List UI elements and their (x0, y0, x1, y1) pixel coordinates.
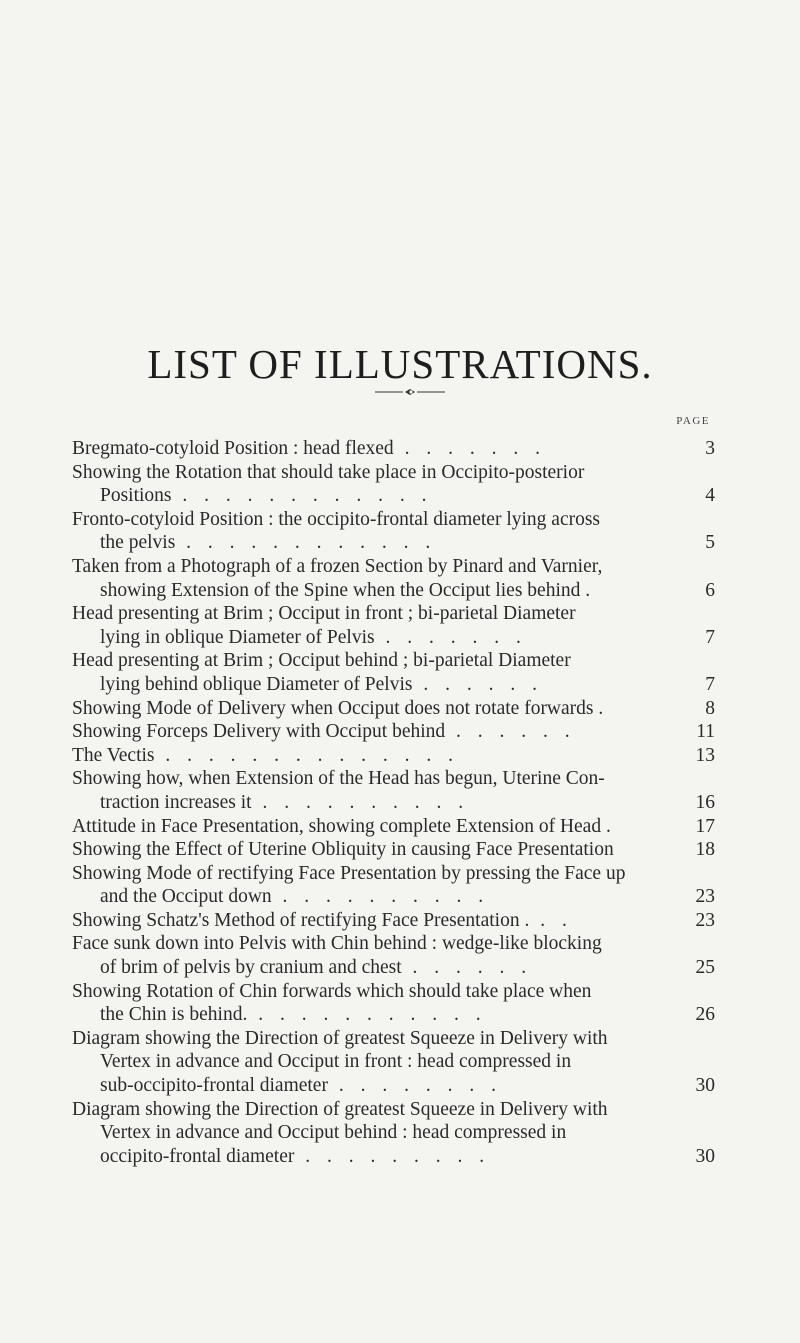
ornament-divider (375, 388, 445, 396)
entry-title-line: Showing the Effect of Uterine Obliquity in causing Face Presentation (72, 839, 614, 861)
dot-leader: . . . . . . (401, 957, 533, 979)
toc-entry (72, 602, 715, 649)
entry-title-line: Diagram showing the Direction of greatest Squeeze in Delivery with (72, 1027, 608, 1049)
page-number: 26 (695, 1004, 715, 1026)
page-number: 17 (695, 815, 715, 837)
entry-title-line: Showing Forceps Delivery with Occiput behind . . . . . . (72, 721, 576, 743)
page-number: 25 (695, 957, 715, 979)
entry-title-line: Vertex in advance and Occiput in front : head compressed in (100, 1051, 572, 1073)
dot-leader: . . . . . . . . (327, 1075, 502, 1097)
entry-title-line: Head presenting at Brim ; Occiput in front ; bi-parietal Diameter (72, 603, 576, 625)
page-title: LIST OF ILLUSTRATIONS. (147, 341, 653, 387)
toc-entry (72, 1027, 715, 1098)
toc-entry (72, 932, 715, 979)
page-number: 30 (695, 1075, 715, 1097)
entry-title-line: Diagram showing the Direction of greatest Squeeze in Delivery with (72, 1098, 608, 1120)
dot-leader: . . . . . . . (393, 438, 546, 459)
entry-title-line: the pelvis . . . . . . . . . . . . (100, 532, 437, 554)
entry-title-line: Showing Rotation of Chin forwards which should take place when (72, 980, 592, 1002)
toc-entry (72, 744, 715, 768)
entry-title-line: Showing Schatz's Method of rectifying Face Presentation . . . (72, 909, 573, 931)
entry-title-line: Taken from a Photograph of a frozen Section by Pinard and Varnier, (72, 555, 603, 577)
page-number: 13 (695, 744, 715, 766)
entry-title-line: Showing Mode of Delivery when Occiput does not rotate forwards . (72, 697, 604, 719)
entry-title-line: lying in oblique Diameter of Pelvis . . . . . . . (100, 626, 527, 648)
page-number: 8 (705, 697, 715, 719)
dot-leader: . . . . . . . . . . (271, 886, 490, 908)
page-column-label: PAGE (676, 415, 710, 427)
entry-title-line: Showing how, when Extension of the Head has begun, Uterine Con- (72, 768, 605, 790)
entry-title-line: Head presenting at Brim ; Occiput behind ; bi-parietal Diameter (72, 650, 571, 672)
toc-entry (72, 862, 715, 909)
page-number: 4 (705, 485, 715, 507)
entry-title-line: of brim of pelvis by cranium and chest . . . . . . (100, 957, 533, 979)
entry-title-line: Fronto-cotyloid Position : the occipito-frontal diameter lying across (72, 508, 601, 530)
entry-title-line: Positions . . . . . . . . . . . . (100, 485, 433, 507)
toc-entry (72, 767, 715, 814)
dot-leader: . . . . . . . (374, 626, 527, 648)
toc-entry (72, 649, 715, 696)
entry-title-line: occipito-frontal diameter . . . . . . . . . (100, 1145, 491, 1167)
entry-title-line: Face sunk down into Pelvis with Chin behind : wedge-like blocking (72, 933, 602, 955)
page-number: 18 (695, 839, 715, 861)
dot-leader: . . . . . . (412, 673, 543, 695)
page-number: 7 (705, 673, 715, 695)
illustrations-list (72, 437, 715, 1168)
dot-leader: . . . . . . . . . . . . (171, 485, 433, 507)
toc-entry (72, 909, 715, 933)
dot-leader: . . . . . . . . . . . (247, 1004, 487, 1026)
entry-title-line: Attitude in Face Presentation, showing complete Extension of Head . (72, 815, 611, 837)
entry-title-line: the Chin is behind. . . . . . . . . . . . (100, 1004, 487, 1026)
entry-title-line: and the Occiput down . . . . . . . . . . (100, 886, 490, 908)
page-number: 30 (695, 1145, 715, 1167)
toc-entry (72, 1098, 715, 1169)
dot-leader: . . . . . . (445, 721, 576, 743)
page-number: 11 (696, 721, 715, 743)
toc-entry (72, 461, 715, 508)
toc-entry (72, 437, 715, 461)
page-number: 3 (705, 438, 715, 459)
dot-leader: . . . . . . . . . . . . . . (154, 744, 459, 766)
dot-leader: . . (529, 909, 573, 931)
entry-title-line: The Vectis . . . . . . . . . . . . . . (72, 744, 459, 766)
entry-title-line: Bregmato-cotyloid Position : head flexed . . . . . . . (72, 438, 546, 459)
dot-leader: . . . . . . . . . . (251, 791, 470, 813)
entry-title-line: lying behind oblique Diameter of Pelvis . . . . . . (100, 673, 543, 695)
dot-leader: . . . . . . . . . . . . (175, 532, 437, 554)
page-number: 5 (705, 532, 715, 554)
entry-title-line: traction increases it . . . . . . . . . . (100, 791, 470, 813)
toc-entry (72, 980, 715, 1027)
toc-entry (72, 720, 715, 744)
dot-leader: . . . . . . . . . (294, 1145, 491, 1167)
toc-entry (72, 697, 715, 721)
entry-title-line: Showing Mode of rectifying Face Presentation by pressing the Face up (72, 862, 626, 884)
page-number: 23 (695, 886, 715, 908)
entry-title-line: Vertex in advance and Occiput behind : head compressed in (100, 1122, 567, 1144)
toc-entry (72, 555, 715, 602)
page-number: 7 (705, 626, 715, 648)
entry-title-line: Showing the Rotation that should take place in Occipito-posterior (72, 461, 585, 483)
entry-title-line: sub-occipito-frontal diameter . . . . . . . . (100, 1075, 502, 1097)
toc-entry (72, 508, 715, 555)
page-number: 6 (705, 579, 715, 601)
page-number: 16 (695, 791, 715, 813)
entry-title-line: showing Extension of the Spine when the Occiput lies behind . (100, 579, 591, 601)
page-number: 23 (695, 909, 715, 931)
toc-entry (72, 838, 715, 862)
toc-entry (72, 815, 715, 839)
